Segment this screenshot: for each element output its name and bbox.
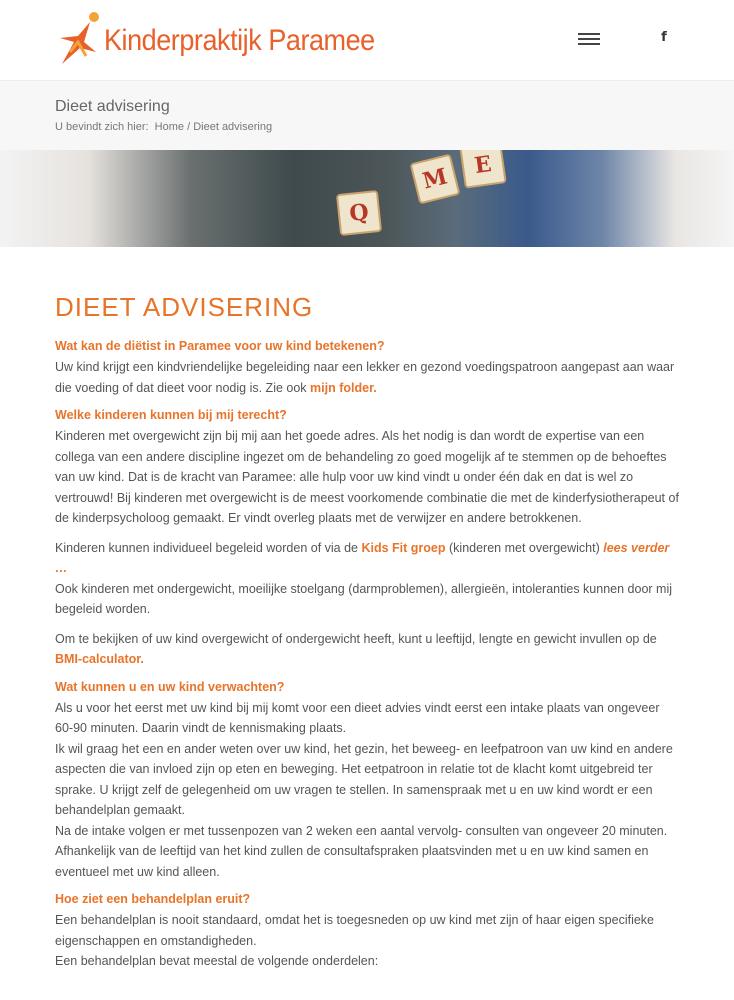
facebook-icon[interactable]: f <box>661 30 667 45</box>
breadcrumb-current: Dieet advisering <box>193 121 273 133</box>
section-heading: Wat kunnen u en uw kind verwachten? <box>55 679 285 694</box>
paragraph: Om te bekijken of uw kind overgewicht of ondergewicht heeft, kunt u leeftijd, lengte en gewicht invullen op de BMI-calculator. <box>55 631 657 666</box>
section-heading: Welke kinderen kunnen bij mij terecht? <box>55 408 287 422</box>
paragraph: Kinderen kunnen individueel begeleid worden of via de Kids Fit groep (kinderen met overgewicht) lees verder … Ook kinderen met ondergewicht, moeilijke stoelgang (darmproblemen), allergieën, intoleranties kunnen door mij begeleid worden. <box>55 540 672 616</box>
site-logo[interactable] <box>56 12 376 70</box>
section-heading: Hoe ziet een behandelplan eruit? <box>55 892 251 906</box>
folder-link[interactable]: mijn folder. <box>310 380 377 395</box>
bmi-calculator-link[interactable]: BMI-calculator. <box>55 652 144 666</box>
breadcrumb-home-link[interactable]: Home <box>154 121 185 133</box>
hamburger-menu-icon[interactable] <box>576 30 602 50</box>
breadcrumb-prefix: U bevindt zich hier: <box>55 121 149 133</box>
header-banner-image <box>0 150 734 247</box>
site-header <box>0 0 734 80</box>
letter-block: Q <box>336 190 382 236</box>
section-heading: Wat kan de diëtist in Paramee voor uw kind betekenen? <box>55 339 385 353</box>
letter-block: M <box>410 154 461 205</box>
paragraph: Als u voor het eerst met uw kind bij mij komt voor een dieet advies vindt eerst een intake plaats van ongeveer 60-90 minuten. Daarin vindt de kennismaking plaats. Ik wil graag het een en ander weten over uw kind, het gezin, het beweeg- en leefpatroon van uw kind en andere aspecten die van invloed zijn op eten en beweging. Het eetpatroon in relatie tot de klacht komt uitgebreid ter sprake. U krijgt zelf de gelegenheid om uw vragen te stellen. In samenspraak met u en uw kind wordt er een behandelplan gemaakt. Na de intake volgen er met tussenpozen van 2 weken een aantal vervolg- consulten van ongeveer 20 minuten. Afhankelijk van de leeftijd van het kind zullen de consultafspraken plaatsvinden met u en uw kind samen en eventueel met uw kind alleen. <box>55 700 673 879</box>
logo-figure-icon <box>56 12 102 70</box>
read-more-link[interactable]: lees verder … <box>55 540 670 575</box>
paragraph: Kinderen met overgewicht zijn bij mij aan het goede adres. Als het nodig is dan wordt de expertise van een collega van een andere discipline ingezet om de behandeling zo goed mogelijk af te stemmen op de behoeftes van uw kind. Dat is de kracht van Paramee: alle hulp voor uw kind vindt u onder één dak en dat is wel zo vertrouwd! Bij kinderen met overgewicht is de meest voorkomende combinatie die met de kinderfysiotherapeut of de kinderpsycholoog gemaakt. Er vindt overleg plaats met de verwijzer en andere betrokkenen. <box>55 429 679 525</box>
paragraph: Een behandelplan is nooit standaard, omdat het is toegesneden op uw kind met zijn of haar eigen specifieke eigenschappen en omstandigheden. Een behandelplan bevat meestal de volgende onderdelen: <box>55 913 655 968</box>
breadcrumb-separator: / <box>187 121 191 133</box>
main-content <box>55 290 680 972</box>
logo-text: Kinderpraktijk Paramee <box>104 24 375 57</box>
paragraph: Uw kind krijgt een kindvriendelijke begeleiding naar een lekker en gezond voedingspatroon aangepast aan waar die voeding of dat dieet voor nodig is. Zie ook mijn folder. <box>55 360 675 395</box>
title-bar <box>0 80 734 150</box>
breadcrumb <box>55 121 272 133</box>
kids-fit-link[interactable]: Kids Fit groep <box>361 540 446 555</box>
page-heading: Dieet advisering <box>55 98 170 115</box>
letter-block: E <box>459 150 506 189</box>
content-title: DIEET ADVISERING <box>55 292 314 322</box>
